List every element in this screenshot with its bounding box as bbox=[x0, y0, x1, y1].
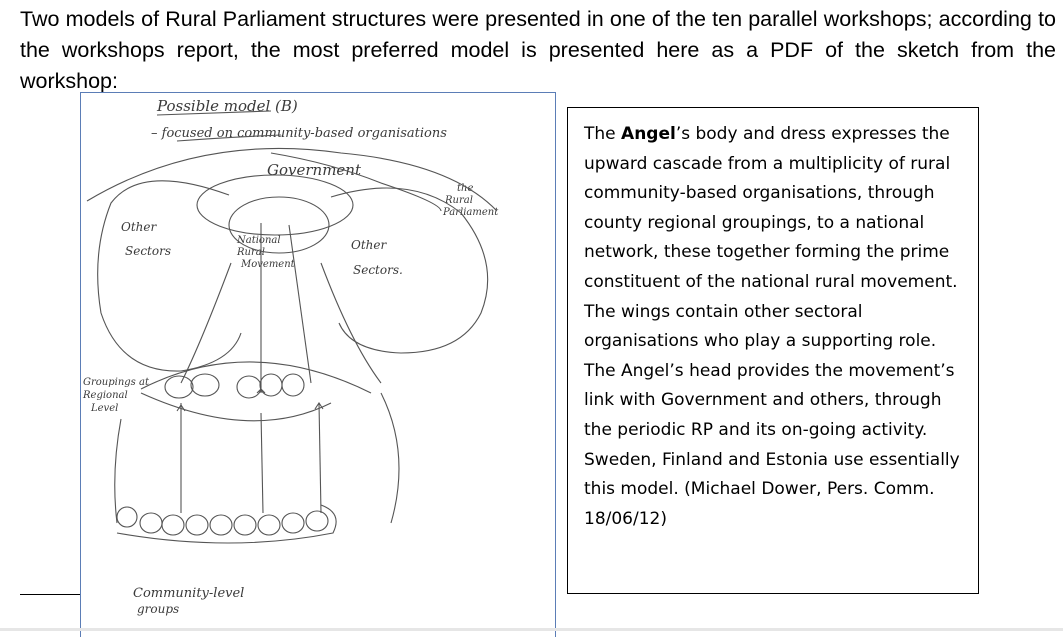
svg-text:Level: Level bbox=[91, 403, 119, 414]
left-rule bbox=[20, 594, 80, 595]
svg-text:Other: Other bbox=[351, 238, 387, 252]
sketch-community-groups-label bbox=[133, 586, 244, 616]
svg-text:the: the bbox=[457, 183, 474, 194]
sketch-other-sectors-right-label bbox=[351, 238, 403, 277]
sketch-subheading: – focused on community-based organisations bbox=[151, 126, 447, 141]
sketch-lines bbox=[87, 111, 497, 543]
svg-text:National: National bbox=[237, 235, 281, 246]
caption-bold-word: Angel bbox=[621, 124, 676, 144]
svg-text:Movement: Movement bbox=[241, 259, 295, 270]
workshop-sketch bbox=[80, 92, 556, 637]
svg-text:Community-level: Community-level bbox=[133, 586, 245, 601]
sketch-drawing bbox=[81, 93, 556, 637]
caption-lead: The bbox=[584, 124, 622, 144]
intro-paragraph: Two models of Rural Parliament structures were presented in one of the ten parallel workshops; according to the workshops report, the most preferred model is presented here as a PDF of the sketch from the workshop: bbox=[20, 7, 1056, 93]
svg-text:Rural: Rural bbox=[237, 247, 265, 258]
caption-text bbox=[584, 120, 980, 534]
sketch-rural-parliament-label bbox=[442, 183, 499, 218]
sketch-regional-groupings-label bbox=[82, 377, 150, 414]
svg-text:Parliament: Parliament bbox=[443, 207, 499, 218]
svg-text:Sectors: Sectors bbox=[125, 244, 171, 258]
svg-text:Sectors.: Sectors. bbox=[353, 263, 403, 277]
caption-box bbox=[567, 107, 979, 594]
sketch-government-label: Government bbox=[267, 161, 361, 179]
sketch-heading: Possible model (B) bbox=[157, 97, 298, 115]
caption-body: ’s body and dress expresses the upward cascade from a multiplicity of rural community-based organisations, through county regional groupings, to a national network, these together forming the prime constituent of the national rural movement. The wings contain other sectoral organisations who play a supporting role. The Angel’s head provides the movement’s link with Government and others, through the periodic RP and its on-going activity. Sweden, Finland and Estonia use essentially this model. (Michael Dower, Pers. Comm. 18/06/12) bbox=[584, 124, 980, 529]
svg-text:Other: Other bbox=[121, 220, 157, 234]
svg-text:Groupings at: Groupings at bbox=[83, 377, 149, 388]
sketch-other-sectors-left-label bbox=[121, 220, 171, 258]
svg-text:Regional: Regional bbox=[83, 390, 128, 401]
svg-text:Rural: Rural bbox=[445, 195, 473, 206]
svg-text:groups: groups bbox=[137, 602, 180, 616]
